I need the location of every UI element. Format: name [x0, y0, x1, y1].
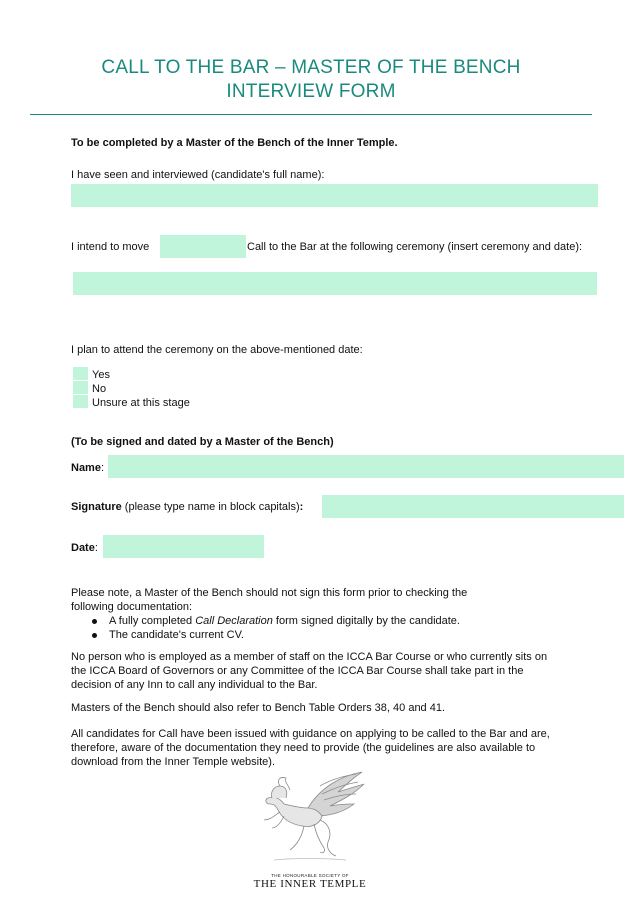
name-label-text: Name — [71, 462, 101, 474]
bullet2-text: The candidate's current CV. — [109, 629, 244, 641]
ceremony-field[interactable] — [73, 272, 597, 295]
ceremony-label: Call to the Bar at the following ceremony (insert ceremony and date): — [247, 241, 583, 253]
page-subtitle: INTERVIEW FORM — [226, 81, 396, 102]
pegasus-icon — [250, 768, 370, 868]
master-name-field[interactable] — [108, 455, 624, 478]
bullet-dot — [92, 619, 97, 624]
inner-temple-logo — [250, 768, 370, 890]
unsure-checkbox[interactable] — [73, 395, 88, 408]
signature-label-rest: (please type name in block capitals) — [121, 501, 300, 513]
instruction-text: To be completed by a Master of the Bench of the Inner Temple. — [71, 137, 398, 149]
para2-line-1: No person who is employed as a member of staff on the ICCA Bar Course or who currently sits on — [71, 651, 548, 663]
signed-note: (To be signed and dated by a Master of the Bench) — [71, 436, 334, 448]
no-checkbox[interactable] — [73, 381, 88, 394]
logo-small-text: THE HONOURABLE SOCIETY OF — [271, 873, 349, 878]
bullet-cv — [92, 628, 244, 642]
para4-line-1: All candidates for Call have been issued with guidance on applying to be called to the Bar and are, — [71, 728, 550, 740]
bullet-dot — [92, 633, 97, 638]
bullet-call-declaration — [92, 614, 460, 628]
date-label-colon: : — [94, 542, 98, 554]
para3: Masters of the Bench should also refer to Bench Table Orders 38, 40 and 41. — [71, 702, 446, 714]
signature-label — [71, 500, 303, 514]
candidate-name-field[interactable] — [71, 184, 598, 207]
para2-line-3: decision of any Inn to call any individual to the Bar. — [71, 679, 318, 691]
header-divider — [30, 114, 592, 115]
note-line-2: following documentation: — [71, 601, 193, 613]
candidate-name-label: I have seen and interviewed (candidate's full name): — [71, 169, 325, 181]
bullet1-post: form signed digitally by the candidate. — [272, 615, 460, 627]
para4-line-3: download from the Inner Temple website). — [71, 756, 276, 768]
attend-label: I plan to attend the ceremony on the above-mentioned date: — [71, 344, 363, 356]
note-line-1: Please note, a Master of the Bench should not sign this form prior to checking the — [71, 587, 468, 599]
yes-option-label: Yes — [92, 369, 110, 381]
signature-label-colon: : — [299, 501, 304, 513]
bullet1-em: Call Declaration — [195, 615, 273, 627]
intend-field[interactable] — [160, 235, 246, 258]
page-title: CALL TO THE BAR – MASTER OF THE BENCH — [101, 57, 521, 78]
name-label-colon: : — [100, 462, 105, 474]
date-field[interactable] — [103, 535, 264, 558]
date-label-text: Date — [71, 542, 95, 554]
bullet1-pre: A fully completed — [109, 615, 196, 627]
date-label — [71, 541, 98, 555]
logo-big-text: THE INNER TEMPLE — [253, 878, 367, 890]
intend-label: I intend to move — [71, 241, 150, 253]
yes-checkbox[interactable] — [73, 367, 88, 380]
signature-field[interactable] — [322, 495, 624, 518]
para4-line-2: therefore, aware of the documentation they need to provide (the guidelines are also available to — [71, 742, 536, 754]
unsure-option-label: Unsure at this stage — [92, 397, 190, 409]
no-option-label: No — [92, 383, 107, 395]
signature-label-bold: Signature — [71, 501, 122, 513]
name-label — [71, 461, 104, 475]
para2-line-2: the ICCA Board of Governors or any Committee of the ICCA Bar Course shall take part in the — [71, 665, 524, 677]
